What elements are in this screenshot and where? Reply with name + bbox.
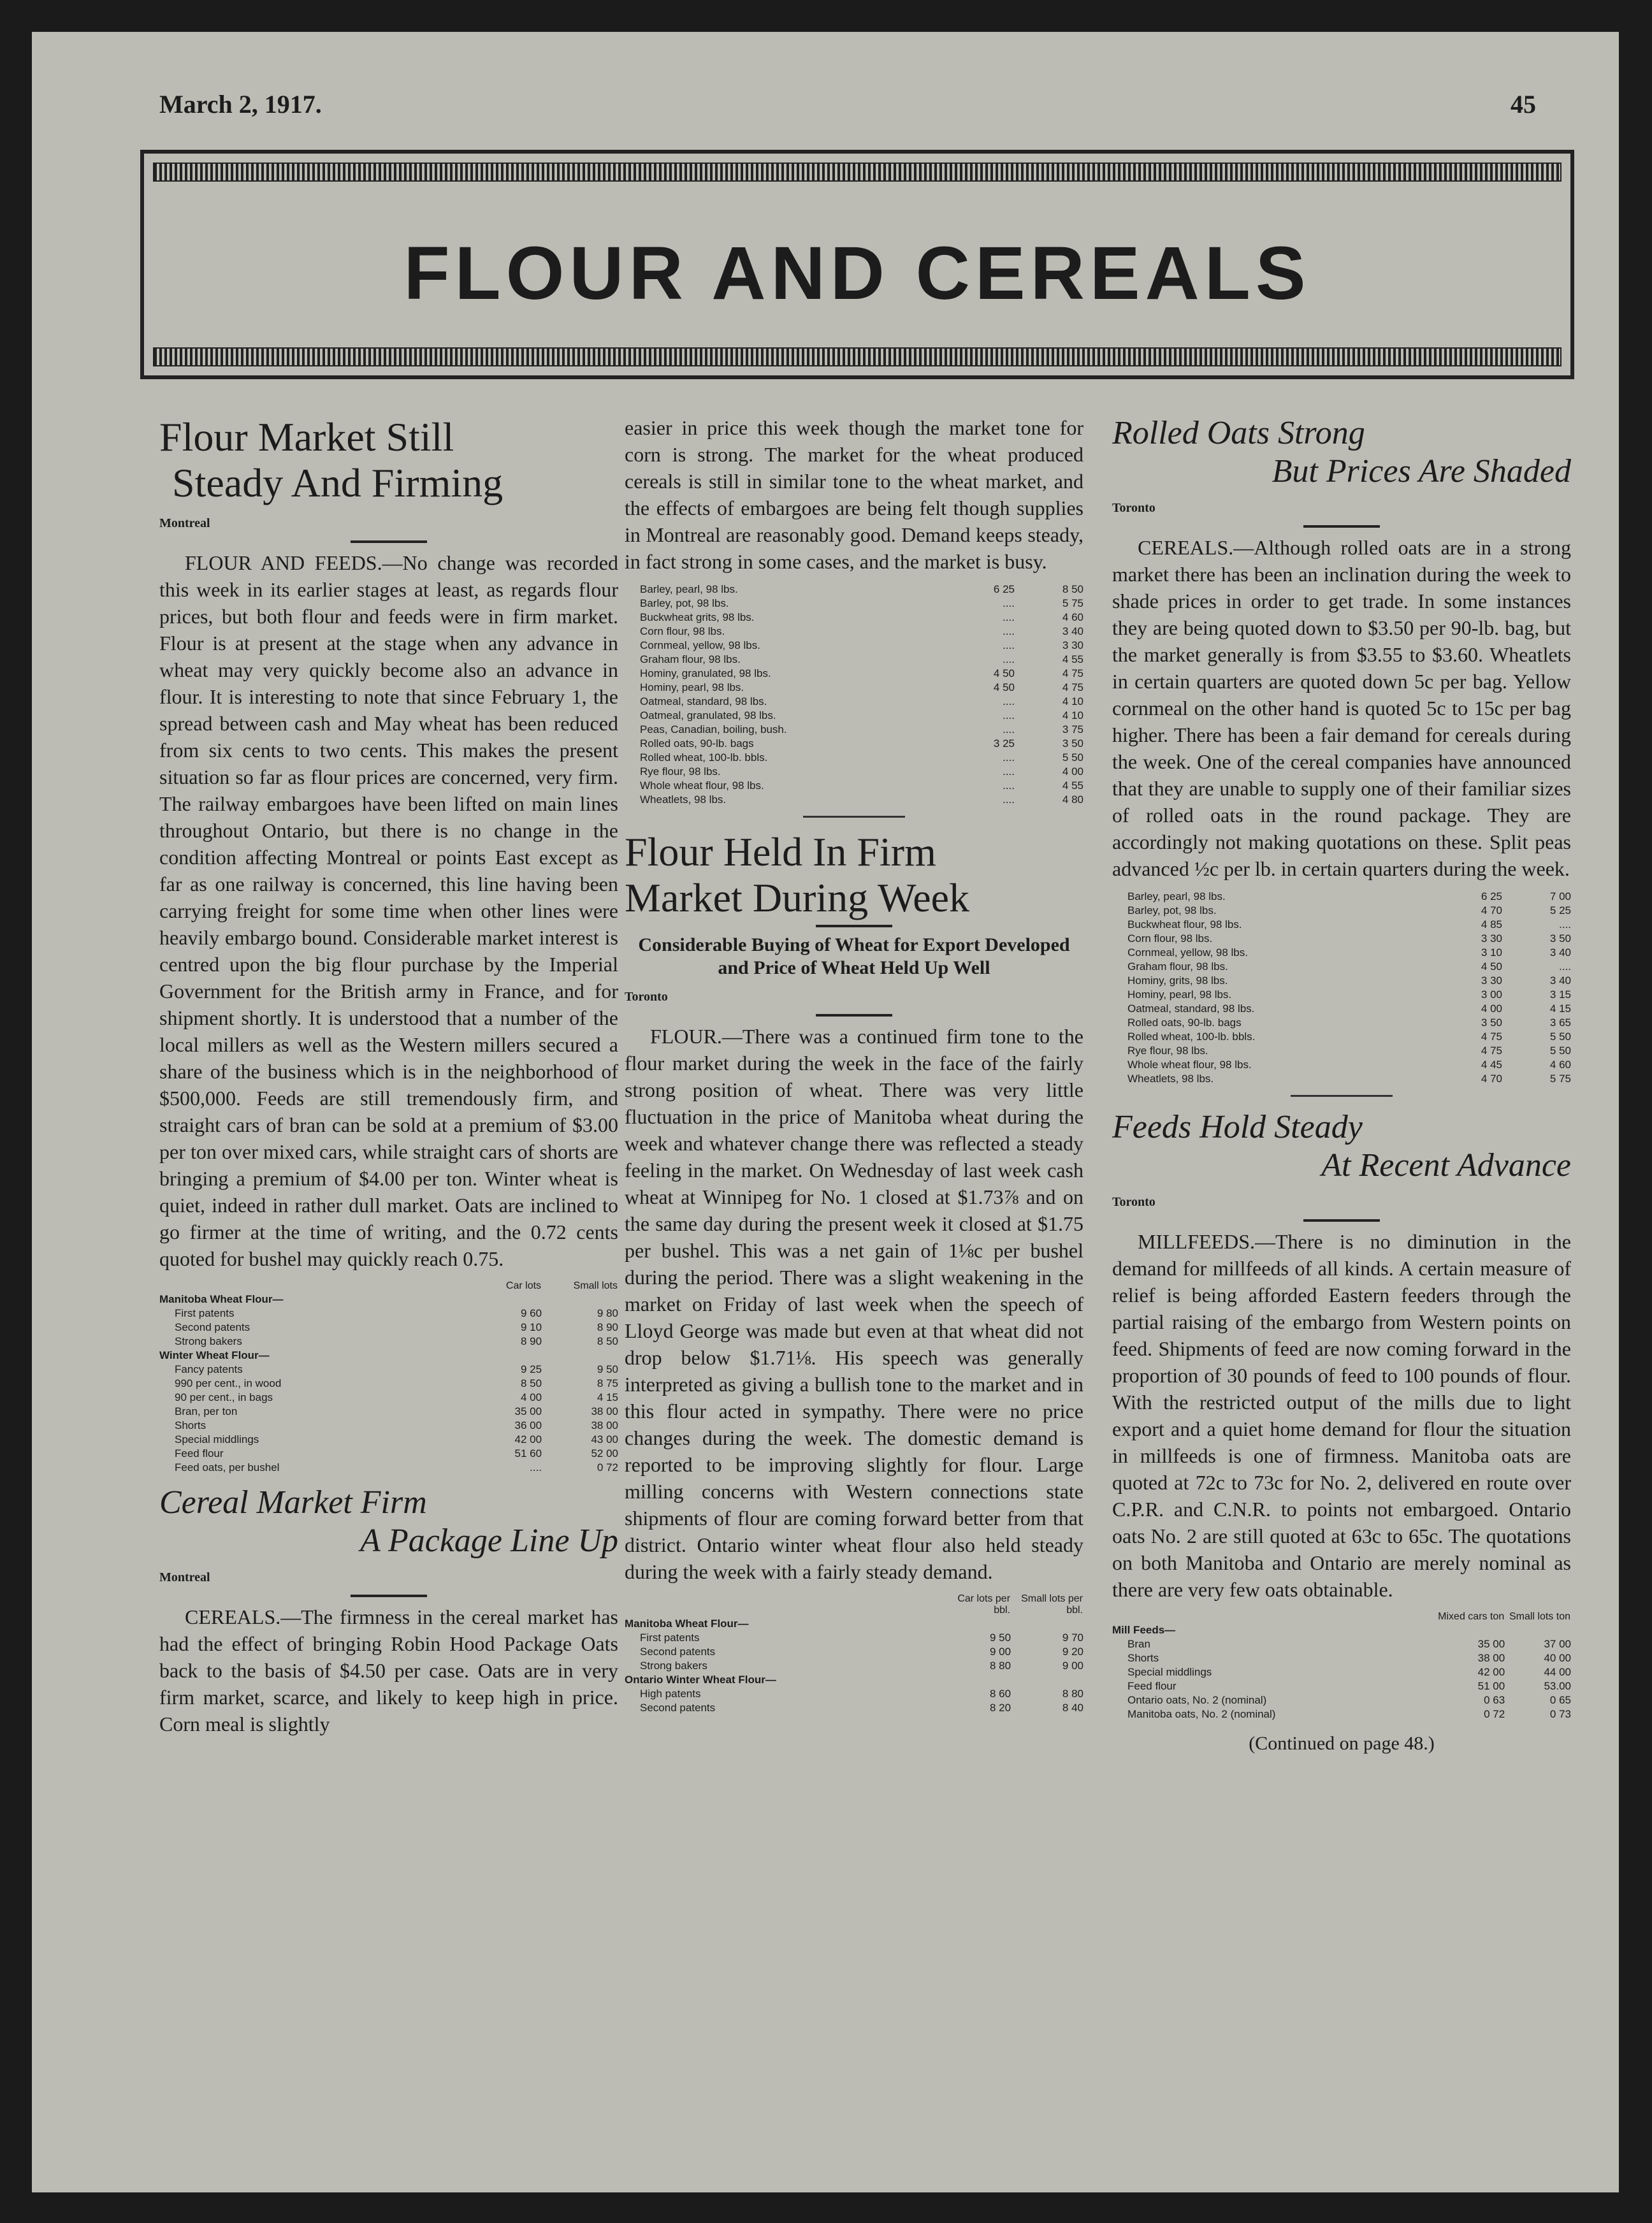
- price-value: 7 00: [1549, 890, 1571, 902]
- article-body: MILLFEEDS.—There is no diminution in the demand for millfeeds of all kinds. A certain measure of relief is being afforded Eastern feeders through the partial raising of the embargo from Western points on feed. Shipments of feed are now coming forward in the proportion of 30 pounds of feed to 100 pounds of flour. With the restricted output of the mills due to light export and a quiet home demand for flour the situation in millfeeds is one of firmness. Manitoba oats are quoted at 72c to 73c for No. 2, delivered en route over C.P.R. and C.N.R. to points not embargoed. Ontario oats No. 2 are still quoted at 63c to 65c. The quotations on both Manitoba and Ontario are merely nominal as there are very few oats obtainable.: [1112, 1230, 1571, 1601]
- dateline: Montreal: [159, 516, 210, 530]
- price-value: 8 90: [520, 1335, 542, 1347]
- price-value: 9 20: [1062, 1646, 1083, 1658]
- price-value: 52 00: [591, 1447, 618, 1459]
- table-row: [625, 695, 1083, 709]
- table-row: [1112, 932, 1571, 946]
- price-item: Rye flour, 98 lbs.: [1127, 1045, 1208, 1057]
- price-value: 4 50: [1481, 960, 1502, 973]
- price-value: 4 50: [993, 681, 1015, 693]
- price-value: [946, 1673, 1011, 1687]
- price-value: 6 25: [993, 583, 1015, 595]
- price-value: 0 73: [1549, 1708, 1571, 1720]
- headline-line: At Recent Advance: [1321, 1147, 1571, 1184]
- table-row: [1112, 1623, 1571, 1637]
- column-1: [159, 414, 618, 2148]
- price-item: Mill Feeds—: [1112, 1624, 1176, 1636]
- price-value: 4 75: [1062, 681, 1083, 693]
- price-item: Special middlings: [1127, 1666, 1212, 1678]
- price-value: ....: [1003, 625, 1015, 637]
- price-item: Strong bakers: [175, 1335, 242, 1347]
- table-row: [159, 1335, 618, 1349]
- banner-rule-bottom: [153, 347, 1561, 366]
- price-item: First patents: [640, 1632, 700, 1644]
- article-body-continued: easier in price this week though the market tone for corn is strong. The market for the wheat produced cereals is still in similar tone to the wheat market, and the effects of embargoes are being felt though supplies in Montreal are reasonably good. Demand keeps steady, in fact strong in some cases, and the market is busy.: [625, 416, 1083, 573]
- section-banner: [140, 150, 1574, 379]
- table-row: [159, 1349, 618, 1363]
- price-value: 4 80: [1062, 793, 1083, 806]
- price-value: 38 00: [591, 1419, 618, 1431]
- price-item: Corn flour, 98 lbs.: [1127, 932, 1213, 945]
- table-row: [159, 1405, 618, 1419]
- price-value: [1011, 1617, 1083, 1631]
- table-row: [1112, 1693, 1571, 1707]
- price-value: 51 00: [1477, 1680, 1505, 1692]
- price-table: [159, 1280, 618, 1475]
- price-value: 0 72: [1484, 1708, 1505, 1720]
- price-value: 9 50: [989, 1632, 1011, 1644]
- price-value: 36 00: [514, 1419, 542, 1431]
- price-item: Peas, Canadian, boiling, bush.: [640, 723, 787, 735]
- table-row: [625, 597, 1083, 611]
- price-item: Manitoba oats, No. 2 (nominal): [1127, 1708, 1276, 1720]
- price-value: 43 00: [591, 1433, 618, 1445]
- table-row: [625, 793, 1083, 807]
- price-item: Graham flour, 98 lbs.: [1127, 960, 1228, 973]
- divider: [803, 816, 905, 818]
- price-item: Bran: [1127, 1638, 1150, 1650]
- price-value: 5 75: [1062, 597, 1083, 609]
- table-row: [159, 1377, 618, 1391]
- table-row: [625, 779, 1083, 793]
- price-value: ....: [1003, 653, 1015, 665]
- price-item: Manitoba Wheat Flour—: [159, 1293, 284, 1305]
- table-row: [1112, 1637, 1571, 1651]
- price-item: Bran, per ton: [175, 1405, 238, 1417]
- table-row: [625, 1645, 1083, 1659]
- price-item: Corn flour, 98 lbs.: [640, 625, 725, 637]
- price-value: 42 00: [1477, 1666, 1505, 1678]
- price-value: 4 70: [1481, 1073, 1502, 1085]
- price-value: 9 50: [597, 1363, 618, 1375]
- price-value: 3 50: [1062, 737, 1083, 749]
- table-row: [1112, 1044, 1571, 1058]
- table-row: [625, 1687, 1083, 1701]
- column-header: Small lots: [573, 1280, 618, 1291]
- price-value: [481, 1293, 542, 1307]
- article-body: FLOUR.—There was a continued firm tone to the flour market during the week in the face of the fairly strong position of wheat. There was very little fluctuation in the price of Manitoba wheat during the week and whatever change there was reflected a steady feeling in the market. On Wednesday of last week cash wheat at Winnipeg for No. 1 closed at $1.73⅞ and on the same day during the present week it closed at $1.75 per bushel. This was a net gain of 1⅛c per bushel during the period. There was a slight weakening in the market on Friday of last week when the speech of Lloyd George was made but even at that wheat did not drop below $1.71⅛. His speech was generally interpreted as giving a bullish tone to the market and in this flour acted in sympathy. There were no price changes during the week. The domestic demand is reported to be improving slightly for flour. Large milling concerns with Western connections state shipments of flour are coming forward better from that district. Ontario winter wheat flour also held steady during the week with a fairly steady demand.: [625, 1025, 1083, 1583]
- article-headline: [159, 414, 618, 506]
- article-headline: [159, 1484, 618, 1560]
- price-value: 4 10: [1062, 695, 1083, 707]
- price-item: Wheatlets, 98 lbs.: [640, 793, 727, 806]
- price-value: 5 25: [1549, 904, 1571, 916]
- table-row: [1112, 974, 1571, 988]
- price-value: 51 60: [514, 1447, 542, 1459]
- price-value: 3 00: [1481, 988, 1502, 1001]
- price-value: 42 00: [514, 1433, 542, 1445]
- table-row: [1112, 1665, 1571, 1679]
- price-value: 8 80: [989, 1660, 1011, 1672]
- price-value: 9 10: [520, 1321, 542, 1333]
- price-value: 9 70: [1062, 1632, 1083, 1644]
- price-item: Second patents: [640, 1646, 716, 1658]
- price-value: ....: [1003, 597, 1015, 609]
- table-row: [625, 681, 1083, 695]
- continued-note: (Continued on page 48.): [1249, 1733, 1435, 1754]
- table-row: [1112, 1002, 1571, 1016]
- divider: [1303, 1219, 1380, 1222]
- price-value: 0 72: [597, 1461, 618, 1474]
- price-value: ....: [1003, 793, 1015, 806]
- price-item: Buckwheat flour, 98 lbs.: [1127, 918, 1242, 930]
- price-item: Feed flour: [1127, 1680, 1177, 1692]
- price-value: 38 00: [591, 1405, 618, 1417]
- headline-line: Flour Market Still: [159, 414, 454, 460]
- price-value: ....: [1003, 695, 1015, 707]
- dateline: Montreal: [159, 1570, 210, 1584]
- table-row: [159, 1461, 618, 1475]
- table-row: [1112, 946, 1571, 960]
- price-value: [542, 1293, 618, 1307]
- price-item: Rolled oats, 90-lb. bags: [640, 737, 754, 749]
- price-item: Wheatlets, 98 lbs.: [1127, 1073, 1214, 1085]
- divider: [1291, 1095, 1393, 1097]
- table-row: [1112, 1651, 1571, 1665]
- divider: [351, 540, 427, 543]
- price-item: Hominy, pearl, 98 lbs.: [640, 681, 744, 693]
- table-row: [159, 1433, 618, 1447]
- price-value: 8 20: [989, 1702, 1011, 1714]
- price-value: 38 00: [1477, 1652, 1505, 1664]
- price-value: 8 90: [597, 1321, 618, 1333]
- table-row: [625, 1631, 1083, 1645]
- table-row: [625, 583, 1083, 597]
- price-item: Rolled wheat, 100-lb. bbls.: [1127, 1031, 1256, 1043]
- column-header: Small lots per bbl.: [1021, 1593, 1083, 1616]
- price-value: 6 25: [1481, 890, 1502, 902]
- price-item: High patents: [640, 1688, 701, 1700]
- table-row: [1112, 960, 1571, 974]
- price-value: 4 00: [1062, 765, 1083, 778]
- table-row: [1112, 1072, 1571, 1086]
- table-row: [625, 611, 1083, 625]
- price-value: ....: [1003, 611, 1015, 623]
- price-item: Barley, pot, 98 lbs.: [1127, 904, 1217, 916]
- price-value: 3 40: [1549, 946, 1571, 959]
- price-value: 4 60: [1062, 611, 1083, 623]
- headline-line: Cereal Market Firm: [159, 1484, 427, 1521]
- column-header: Small lots ton: [1509, 1611, 1570, 1622]
- price-item: Feed oats, per bushel: [175, 1461, 280, 1474]
- price-item: Cornmeal, yellow, 98 lbs.: [640, 639, 760, 651]
- divider: [351, 1595, 427, 1597]
- subheadline: Considerable Buying of Wheat for Export Developed and Price of Wheat Held Up Well: [638, 934, 1070, 978]
- price-value: 9 25: [520, 1363, 542, 1375]
- price-value: 4 00: [520, 1391, 542, 1403]
- price-item: Hominy, grits, 98 lbs.: [1127, 974, 1228, 987]
- price-item: Shorts: [175, 1419, 207, 1431]
- price-value: ....: [1003, 765, 1015, 778]
- issue-date: March 2, 1917.: [159, 90, 322, 119]
- price-value: 8 75: [597, 1377, 618, 1389]
- price-value: ....: [1003, 709, 1015, 721]
- table-row: [625, 737, 1083, 751]
- price-item: Buckwheat grits, 98 lbs.: [640, 611, 755, 623]
- price-value: 9 00: [1062, 1660, 1083, 1672]
- price-item: Oatmeal, standard, 98 lbs.: [1127, 1003, 1255, 1015]
- newspaper-page: [32, 32, 1619, 2192]
- price-value: 35 00: [514, 1405, 542, 1417]
- price-value: 4 00: [1481, 1003, 1502, 1015]
- price-value: 3 30: [1481, 932, 1502, 945]
- price-item: Whole wheat flour, 98 lbs.: [640, 779, 764, 792]
- price-value: 8 60: [989, 1688, 1011, 1700]
- price-value: 3 50: [1481, 1017, 1502, 1029]
- price-item: Fancy patents: [175, 1363, 243, 1375]
- price-value: 0 63: [1484, 1694, 1505, 1706]
- price-item: 90 per cent., in bags: [175, 1391, 273, 1403]
- price-value: ....: [1559, 918, 1571, 930]
- price-value: 8 50: [520, 1377, 542, 1389]
- price-value: 3 75: [1062, 723, 1083, 735]
- price-value: ....: [1003, 779, 1015, 792]
- price-value: 3 50: [1549, 932, 1571, 945]
- price-value: 4 50: [993, 667, 1015, 679]
- table-row: [625, 751, 1083, 765]
- price-value: 37 00: [1544, 1638, 1571, 1650]
- price-value: 8 50: [597, 1335, 618, 1347]
- table-row: [1112, 988, 1571, 1002]
- column-header: Car lots: [505, 1280, 542, 1291]
- price-value: 3 25: [993, 737, 1015, 749]
- price-value: 3 30: [1481, 974, 1502, 987]
- price-value: 35 00: [1477, 1638, 1505, 1650]
- table-row: [159, 1307, 618, 1321]
- price-item: Second patents: [175, 1321, 250, 1333]
- price-item: Barley, pearl, 98 lbs.: [640, 583, 738, 595]
- price-item: Shorts: [1127, 1652, 1159, 1664]
- table-row: [159, 1419, 618, 1433]
- table-row: [625, 765, 1083, 779]
- article-headline: [1112, 414, 1571, 491]
- table-row: [625, 625, 1083, 639]
- price-value: 8 80: [1062, 1688, 1083, 1700]
- column-2: [625, 414, 1083, 2148]
- price-value: 4 70: [1481, 904, 1502, 916]
- price-value: 4 55: [1062, 779, 1083, 792]
- price-table: [1112, 1611, 1571, 1721]
- price-value: [946, 1617, 1011, 1631]
- dateline: Toronto: [625, 990, 668, 1004]
- price-table: [1112, 890, 1571, 1086]
- price-item: Manitoba Wheat Flour—: [625, 1618, 749, 1630]
- price-value: 5 50: [1549, 1031, 1571, 1043]
- table-row: [625, 1617, 1083, 1631]
- price-item: First patents: [175, 1307, 235, 1319]
- table-row: [625, 1701, 1083, 1715]
- price-table: [625, 1593, 1083, 1715]
- price-value: 44 00: [1544, 1666, 1571, 1678]
- price-value: 5 75: [1549, 1073, 1571, 1085]
- price-item: Barley, pot, 98 lbs.: [640, 597, 729, 609]
- price-value: 53.00: [1544, 1680, 1571, 1692]
- price-value: ....: [1003, 723, 1015, 735]
- column-header: Mixed cars ton: [1438, 1611, 1505, 1622]
- price-item: Oatmeal, granulated, 98 lbs.: [640, 709, 776, 721]
- price-item: Second patents: [640, 1702, 716, 1714]
- price-value: [542, 1349, 618, 1363]
- price-item: Hominy, granulated, 98 lbs.: [640, 667, 771, 679]
- price-value: ....: [1003, 751, 1015, 764]
- table-row: [1112, 1679, 1571, 1693]
- banner-rule-top: [153, 163, 1561, 182]
- dateline: Toronto: [1112, 501, 1156, 515]
- article-headline: [625, 829, 1083, 921]
- price-value: [1505, 1623, 1571, 1637]
- price-item: Ontario oats, No. 2 (nominal): [1127, 1694, 1267, 1706]
- table-row: [159, 1447, 618, 1461]
- article-body: FLOUR AND FEEDS.—No change was recorded this week in its earlier stages at least, as regards flour prices, but both flour and feeds were in firm market. Flour is at present at the stage when any advance in wheat may very quickly become also an advance in flour. It is interesting to note that since February 1, the spread between cash and May wheat has been reduced from six cents to two cents. This makes the present situation so far as flour prices are concerned, very firm. The railway embargoes have been lifted on main lines throughout Ontario, but there is no change in the condition affecting Montreal or points East except as far as one railway is concerned, this line having been carrying freight for some time when other lines were heavily embargo bound. Considerable market interest is centred upon the big flour purchase by the Imperial Government for the British army in France, and for shipment shortly. It is understood that a number of the local millers as well as the Western millers secured a share of the business which is in the neighborhood of $500,000. Feeds are still tremendously firm, and straight cars of bran can be sold at a premium of $3.00 per ton over mixed cars, while straight cars of shorts are bringing a premium of $4.00 per ton. Winter wheat is quiet, indeed in rather dull market. Oats are inclined to go firmer at the time of writing, and the 0.72 cents quoted for bushel may quickly reach 0.75.: [159, 551, 618, 1270]
- price-value: 3 65: [1549, 1017, 1571, 1029]
- price-value: 3 40: [1062, 625, 1083, 637]
- section-title: FLOUR AND CEREALS: [403, 231, 1311, 315]
- price-item: Feed flour: [175, 1447, 224, 1459]
- article-headline: [1112, 1108, 1571, 1185]
- price-item: 990 per cent., in wood: [175, 1377, 282, 1389]
- dateline: Toronto: [1112, 1195, 1156, 1209]
- price-value: 5 50: [1549, 1045, 1571, 1057]
- price-item: Oatmeal, standard, 98 lbs.: [640, 695, 767, 707]
- price-value: 3 10: [1481, 946, 1502, 959]
- price-value: 4 15: [597, 1391, 618, 1403]
- price-value: 40 00: [1544, 1652, 1571, 1664]
- table-row: [625, 639, 1083, 653]
- price-value: 3 30: [1062, 639, 1083, 651]
- price-item: Hominy, pearl, 98 lbs.: [1127, 988, 1232, 1001]
- table-row: [1112, 918, 1571, 932]
- headline-line: Market During Week: [625, 875, 970, 920]
- price-table: [625, 583, 1083, 807]
- price-value: [1433, 1623, 1505, 1637]
- headline-line: A Package Line Up: [360, 1523, 618, 1559]
- page-number: 45: [1511, 90, 1536, 119]
- price-item: Ontario Winter Wheat Flour—: [625, 1674, 776, 1686]
- headline-line: Feeds Hold Steady: [1112, 1109, 1363, 1145]
- price-value: 4 75: [1062, 667, 1083, 679]
- price-item: Strong bakers: [640, 1660, 707, 1672]
- divider: [1303, 525, 1380, 528]
- running-header: [159, 89, 1536, 140]
- price-value: 4 75: [1481, 1031, 1502, 1043]
- table-row: [1112, 1030, 1571, 1044]
- price-item: Rolled oats, 90-lb. bags: [1127, 1017, 1242, 1029]
- column-header: Car lots per bbl.: [957, 1593, 1011, 1616]
- table-row: [1112, 1016, 1571, 1030]
- headline-line: But Prices Are Shaded: [1272, 453, 1571, 489]
- divider: [816, 925, 892, 927]
- price-item: Whole wheat flour, 98 lbs.: [1127, 1059, 1252, 1071]
- table-row: [159, 1321, 618, 1335]
- table-row: [1112, 1707, 1571, 1721]
- divider: [816, 1014, 892, 1017]
- price-value: 8 50: [1062, 583, 1083, 595]
- price-value: 4 75: [1481, 1045, 1502, 1057]
- price-item: Graham flour, 98 lbs.: [640, 653, 741, 665]
- headline-line: Steady And Firming: [172, 460, 504, 505]
- table-row: [625, 723, 1083, 737]
- headline-line: Flour Held In Firm: [625, 829, 936, 874]
- price-item: Barley, pearl, 98 lbs.: [1127, 890, 1226, 902]
- table-row: [159, 1293, 618, 1307]
- price-value: 9 60: [520, 1307, 542, 1319]
- price-value: 4 85: [1481, 918, 1502, 930]
- table-row: [159, 1391, 618, 1405]
- price-value: 5 50: [1062, 751, 1083, 764]
- table-row: [1112, 1058, 1571, 1072]
- price-value: 4 45: [1481, 1059, 1502, 1071]
- price-value: 9 80: [597, 1307, 618, 1319]
- price-value: 3 15: [1549, 988, 1571, 1001]
- price-item: Winter Wheat Flour—: [159, 1349, 270, 1361]
- price-value: 9 00: [989, 1646, 1011, 1658]
- price-item: Rolled wheat, 100-lb. bbls.: [640, 751, 768, 764]
- price-value: 4 10: [1062, 709, 1083, 721]
- table-row: [1112, 890, 1571, 904]
- price-value: ....: [1559, 960, 1571, 973]
- table-row: [625, 1659, 1083, 1673]
- article-body: CEREALS.—The firmness in the cereal market has had the effect of bringing Robin Hood Package Oats back to the basis of $4.50 per case. Oats are in very firm market, scarce, and likely to keep high in price. Corn meal is slightly: [159, 1605, 618, 1735]
- price-value: [481, 1349, 542, 1363]
- price-value: 8 40: [1062, 1702, 1083, 1714]
- price-value: ....: [530, 1461, 542, 1474]
- table-row: [625, 1673, 1083, 1687]
- article-body: CEREALS.—Although rolled oats are in a strong market there has been an inclination during the week to shade prices in order to get trade. In some instances they are being quoted down to $3.50 per 90-lb. bag, but the market generally is from $3.55 to $3.60. Wheatlets in certain quarters are quoted down 5c per bag. Yellow cornmeal on the other hand is quoted 5c to 15c per bag higher. There has been a fair demand for cereals during the week. One of the cereal companies have announced that they are unable to supply one of their familiar sizes of rolled oats in the round package. They are accordingly not making quotations on these. Split peas advanced ½c per lb. in certain quarters during the week.: [1112, 536, 1571, 880]
- table-row: [625, 667, 1083, 681]
- price-item: Special middlings: [175, 1433, 259, 1445]
- price-value: 3 40: [1549, 974, 1571, 987]
- headline-line: Rolled Oats Strong: [1112, 415, 1365, 451]
- table-row: [1112, 904, 1571, 918]
- table-row: [625, 653, 1083, 667]
- price-item: Rye flour, 98 lbs.: [640, 765, 721, 778]
- price-value: [1011, 1673, 1083, 1687]
- price-value: ....: [1003, 639, 1015, 651]
- price-item: Cornmeal, yellow, 98 lbs.: [1127, 946, 1248, 959]
- price-value: 4 60: [1549, 1059, 1571, 1071]
- table-row: [625, 709, 1083, 723]
- table-row: [159, 1363, 618, 1377]
- price-value: 4 15: [1549, 1003, 1571, 1015]
- column-3: [1112, 414, 1571, 2148]
- price-value: 4 55: [1062, 653, 1083, 665]
- price-value: 0 65: [1549, 1694, 1571, 1706]
